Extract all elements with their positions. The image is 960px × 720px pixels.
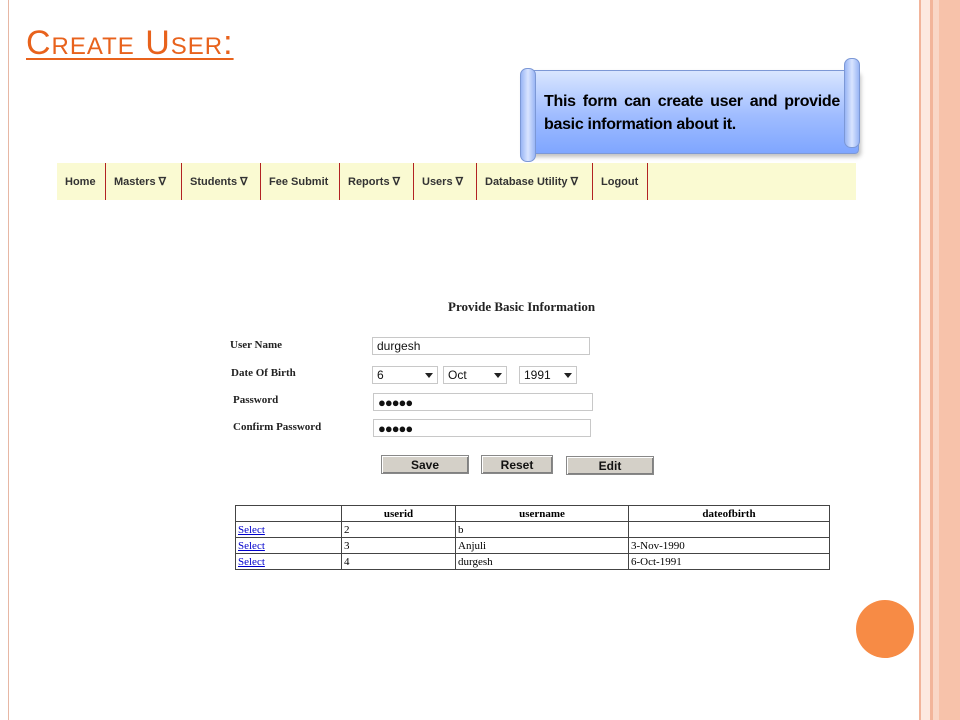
table-cell-dateofbirth: 3-Nov-1990 <box>629 538 830 554</box>
save-button[interactable]: Save <box>381 455 469 474</box>
decor-stripe <box>939 0 960 720</box>
table-cell-dateofbirth: 6-Oct-1991 <box>629 554 830 570</box>
table-cell-dateofbirth <box>629 522 830 538</box>
password-input[interactable]: ●●●●● <box>373 393 593 411</box>
decor-circle <box>856 600 914 658</box>
nav-masters[interactable]: Masters ∇ <box>106 163 182 200</box>
username-label: User Name <box>230 339 283 351</box>
decor-stripe <box>921 0 930 720</box>
table-cell-userid: 3 <box>342 538 456 554</box>
select-link[interactable]: Select <box>238 539 265 552</box>
table-cell-username: Anjuli <box>456 538 629 554</box>
slide-left-border <box>8 0 9 720</box>
password-label: Password <box>233 394 279 406</box>
confirm-password-label: Confirm Password <box>233 421 322 433</box>
chevron-down-icon <box>494 373 502 378</box>
dob-day-value: 6 <box>377 368 384 382</box>
table-cell-username: b <box>456 522 629 538</box>
slide-title: Create User: <box>26 24 234 62</box>
navbar <box>57 163 856 200</box>
table-cell-action <box>236 522 342 538</box>
edit-button[interactable]: Edit <box>566 456 654 475</box>
dob-label: Date Of Birth <box>231 367 296 379</box>
column-header-username: username <box>456 506 629 522</box>
nav-students[interactable]: Students ∇ <box>182 163 261 200</box>
table-cell-userid: 4 <box>342 554 456 570</box>
nav-database-utility[interactable]: Database Utility ∇ <box>477 163 593 200</box>
column-header-userid: userid <box>342 506 456 522</box>
column-header-action <box>236 506 342 522</box>
callout-text: This form can create user and provide basic information about it. <box>544 93 840 133</box>
select-link[interactable]: Select <box>238 555 265 568</box>
users-table <box>235 505 830 570</box>
scroll-curl-left <box>520 68 536 162</box>
scroll-curl-right <box>844 58 860 148</box>
form-title: Provide Basic Information <box>448 299 596 314</box>
dob-month-select[interactable] <box>443 366 507 384</box>
dob-day-select[interactable] <box>372 366 438 384</box>
nav-home[interactable]: Home <box>57 163 106 200</box>
table-header-row <box>236 506 830 522</box>
table-cell-userid: 2 <box>342 522 456 538</box>
select-link[interactable]: Select <box>238 523 265 536</box>
chevron-down-icon <box>564 373 572 378</box>
column-header-dateofbirth: dateofbirth <box>629 506 830 522</box>
table-row <box>236 538 830 554</box>
table-cell-username: durgesh <box>456 554 629 570</box>
username-input[interactable]: durgesh <box>372 337 590 355</box>
chevron-down-icon <box>425 373 433 378</box>
table-row <box>236 554 830 570</box>
nav-fee-submit[interactable]: Fee Submit <box>261 163 340 200</box>
dob-month-value: Oct <box>448 368 467 382</box>
nav-reports[interactable]: Reports ∇ <box>340 163 414 200</box>
nav-logout[interactable]: Logout <box>593 163 648 200</box>
reset-button[interactable]: Reset <box>481 455 553 474</box>
table-row <box>236 522 830 538</box>
dob-year-select[interactable] <box>519 366 577 384</box>
table-cell-action <box>236 554 342 570</box>
dob-year-value: 1991 <box>524 368 551 382</box>
confirm-password-input[interactable]: ●●●●● <box>373 419 591 437</box>
callout-scroll <box>521 70 859 154</box>
nav-users[interactable]: Users ∇ <box>414 163 477 200</box>
table-cell-action <box>236 538 342 554</box>
